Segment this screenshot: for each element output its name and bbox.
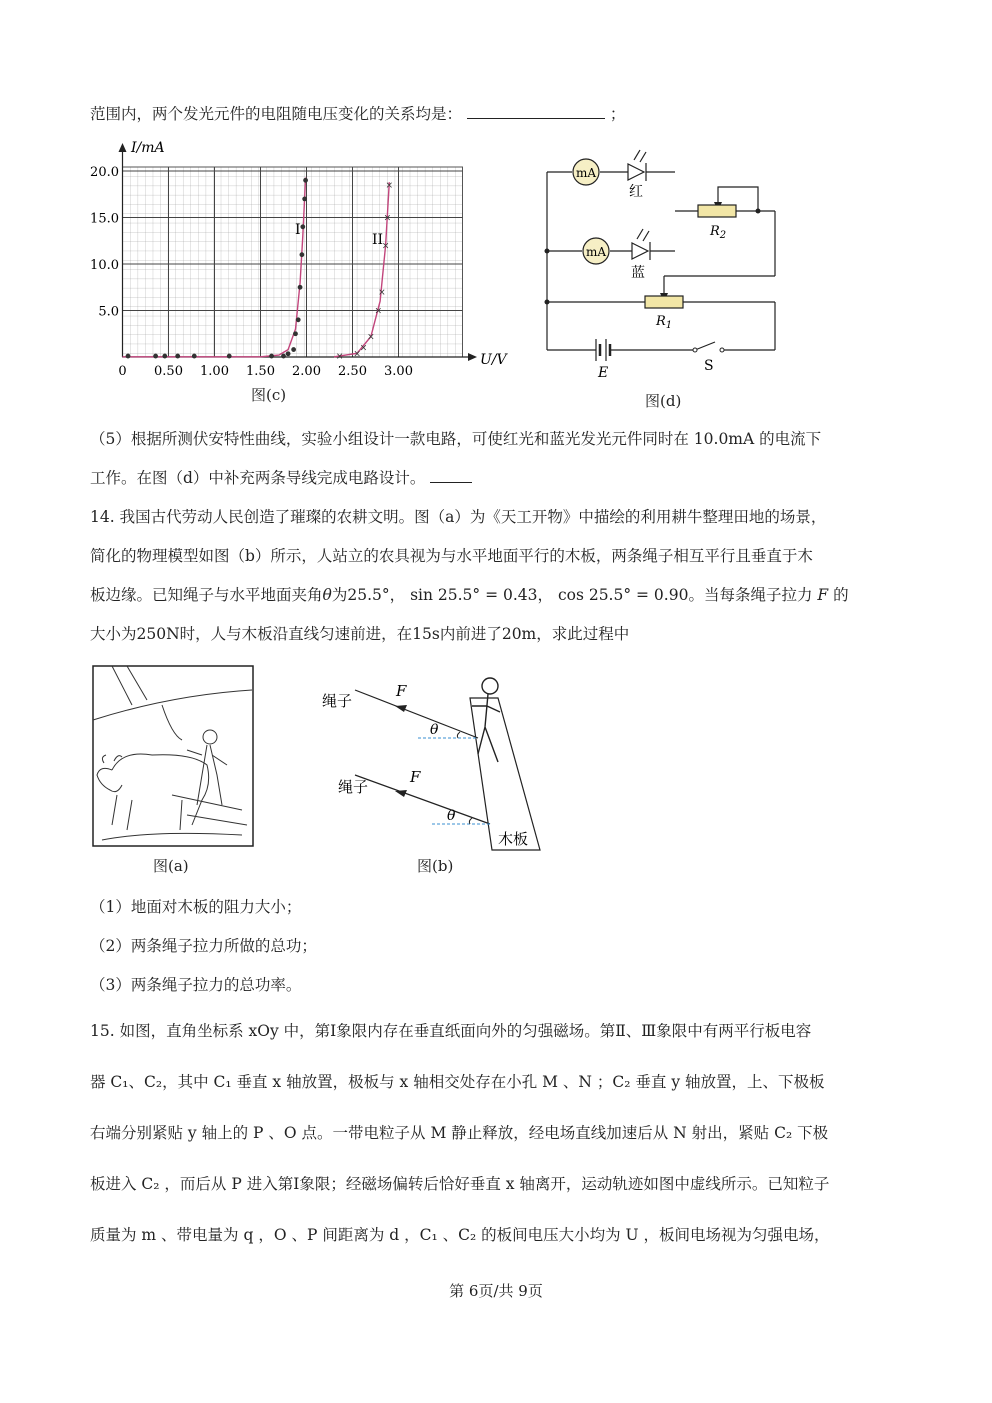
q14-line3: 板边缘。已知绳子与水平地面夹角θ为25.5°， sin 25.5° = 0.43， cos 25.5° = 0.90。当每条绳子拉力 F 的 bbox=[90, 586, 849, 604]
data-point-i bbox=[300, 252, 305, 257]
question-line bbox=[90, 103, 625, 125]
q14-line2: 简化的物理模型如图（b）所示，人站立的农具视为与水平地面平行的木板，两条绳子相互平行且垂直于木 bbox=[90, 547, 813, 565]
y-tick-label: 5.0 bbox=[98, 304, 119, 320]
q15-line2: 器 C₁、C₂，其中 C₁ 垂直 x 轴放置，极板与 x 轴相交处存在小孔 M 、N ；C₂ 垂直 y 轴放置，上、下极板 bbox=[90, 1073, 825, 1091]
answer-blank-2 bbox=[430, 467, 472, 483]
q14-line3-a: 板边缘。已知绳子与水平地面夹角 bbox=[90, 586, 323, 604]
led-blue-icon bbox=[632, 229, 650, 260]
q15-line4: 板进入 C₂ ，而后从 P 进入第Ⅰ象限；经磁场偏转后恰好垂直 x 轴离开，运动轨迹如图中虚线所示。已知粒子 bbox=[90, 1175, 830, 1193]
curve-ii-label: II bbox=[372, 232, 384, 248]
x-tick-label: 1.50 bbox=[246, 364, 275, 379]
led-red-label: 红 bbox=[629, 184, 643, 200]
force-symbol: F bbox=[817, 586, 829, 604]
data-point-i bbox=[175, 354, 180, 359]
rope-label-1: 绳子 bbox=[322, 692, 353, 710]
data-point-i bbox=[192, 354, 197, 359]
led-blue-label: 蓝 bbox=[631, 265, 645, 281]
q14-line3-b: 为25.5°， bbox=[331, 586, 406, 604]
cos-value: cos 25.5° = 0.90 bbox=[557, 586, 689, 604]
x-tick-label: 1.00 bbox=[200, 364, 229, 379]
data-point-ii: × bbox=[353, 349, 361, 360]
q15-line3: 右端分别紧贴 y 轴上的 P 、O 点。一带电粒子从 M 静止释放，经电场直线加速后从 N 射出，紧贴 C₂ 下极 bbox=[90, 1124, 829, 1142]
data-point-i bbox=[162, 354, 167, 359]
x-axis-label: U/V bbox=[480, 352, 507, 368]
data-point-i bbox=[293, 331, 298, 336]
data-point-i bbox=[296, 317, 301, 322]
battery-icon bbox=[596, 339, 610, 361]
board-shape bbox=[470, 698, 540, 850]
x-tick-label: 2.50 bbox=[338, 364, 367, 379]
ammeter-label-2: mA bbox=[585, 245, 607, 259]
data-point-ii: × bbox=[378, 287, 386, 298]
figure-c-caption: 图(c) bbox=[251, 386, 287, 404]
theta-label-2: θ bbox=[447, 808, 456, 824]
data-point-ii: × bbox=[381, 241, 390, 252]
data-point-i bbox=[291, 347, 296, 352]
question-text-suffix: ； bbox=[609, 105, 626, 123]
resistor-r2 bbox=[698, 205, 736, 217]
led-red-icon bbox=[628, 150, 646, 181]
r1-label: $R_1$ bbox=[656, 314, 673, 331]
curve-i-label: I bbox=[295, 222, 301, 238]
x-tick-label: 3.00 bbox=[384, 364, 413, 379]
data-point-i bbox=[227, 354, 232, 359]
figure-d-caption: 图(d) bbox=[645, 392, 682, 410]
q14-line1: 14. 我国古代劳动人民创造了璀璨的农耕文明。图（a）为《天工开物》中描绘的利用耕牛整理田地的场景， bbox=[90, 508, 827, 526]
y-tick-label: 20.0 bbox=[90, 165, 119, 180]
force-label-1: F bbox=[396, 682, 407, 700]
rope-label-2: 绳子 bbox=[338, 778, 369, 796]
q14-line3-c: 。当每条绳子拉力 bbox=[688, 586, 813, 604]
answer-blank bbox=[467, 103, 605, 119]
figure-a-caption: 图(a) bbox=[153, 857, 189, 875]
battery-label: E bbox=[598, 365, 609, 381]
resistor-r1 bbox=[645, 296, 683, 308]
figure-c-chart bbox=[85, 136, 515, 411]
q15-line1: 15. 如图，直角坐标系 xOy 中，第Ⅰ象限内存在垂直纸面向外的匀强磁场。第Ⅱ、Ⅲ象限中有两平行板电容 bbox=[90, 1022, 812, 1040]
y-axis-label: I/mA bbox=[131, 140, 165, 156]
q5-line2-text: 工作。在图（d）中补充两条导线完成电路设计。 bbox=[90, 469, 426, 487]
x-tick-label: 2.00 bbox=[292, 364, 321, 379]
ammeter-label-1: mA bbox=[575, 166, 597, 180]
q14-line3-d: 的 bbox=[833, 586, 849, 604]
data-point-ii: × bbox=[359, 343, 368, 354]
data-point-ii: × bbox=[335, 352, 344, 363]
data-point-i bbox=[302, 197, 307, 202]
sin-value: sin 25.5° = 0.43 bbox=[410, 586, 538, 604]
data-point-i bbox=[269, 354, 274, 359]
q14-sub1: （1）地面对木板的阻力大小； bbox=[90, 898, 302, 916]
y-tick-label: 10.0 bbox=[90, 258, 119, 273]
q5-line2 bbox=[90, 467, 472, 489]
figure-b-diagram bbox=[300, 672, 550, 852]
y-tick-label: 15.0 bbox=[90, 211, 119, 227]
x-tick-label: 0 bbox=[118, 364, 127, 379]
theta-symbol: θ bbox=[322, 586, 332, 604]
r2-label: $R_2$ bbox=[710, 224, 727, 241]
q5-line1: （5）根据所测伏安特性曲线，实验小组设计一款电路，可使红光和蓝光发光元件同时在 10.0mA 的电流下 bbox=[90, 430, 822, 448]
data-point-i bbox=[303, 178, 308, 183]
board-label: 木板 bbox=[498, 830, 529, 848]
q14-sub3: （3）两条绳子拉力的总功率。 bbox=[90, 976, 302, 994]
theta-label-1: θ bbox=[430, 722, 439, 738]
data-point-i bbox=[281, 354, 286, 359]
data-point-ii: × bbox=[374, 306, 383, 317]
force-label-2: F bbox=[410, 768, 421, 786]
page-footer: 第 6页/共 9页 bbox=[449, 1282, 543, 1300]
data-point-i bbox=[300, 224, 305, 229]
figure-b-caption: 图(b) bbox=[417, 857, 454, 875]
q15-line5: 质量为 m 、带电量为 q ，O 、P 间距离为 d ，C₁ 、C₂ 的板间电压大小均为 U ，板间电场视为匀强电场， bbox=[90, 1226, 830, 1244]
x-tick-label: 0.50 bbox=[154, 364, 183, 379]
data-point-ii: × bbox=[367, 332, 375, 343]
data-point-ii: × bbox=[383, 213, 392, 224]
figure-d-circuit bbox=[540, 140, 790, 385]
switch-label: S bbox=[704, 358, 714, 374]
data-point-i bbox=[286, 351, 291, 356]
q14-line4: 大小为250N时，人与木板沿直线匀速前进，在15s内前进了20m，求此过程中 bbox=[90, 625, 630, 643]
q14-sub2: （2）两条绳子拉力所做的总功； bbox=[90, 937, 317, 955]
figure-a-illustration bbox=[92, 665, 254, 847]
question-text: 范围内，两个发光元件的电阻随电压变化的关系均是： bbox=[90, 105, 463, 123]
data-point-ii: × bbox=[385, 180, 394, 191]
data-point-i bbox=[298, 285, 303, 290]
data-point-i bbox=[153, 354, 158, 359]
data-point-i bbox=[126, 354, 131, 359]
